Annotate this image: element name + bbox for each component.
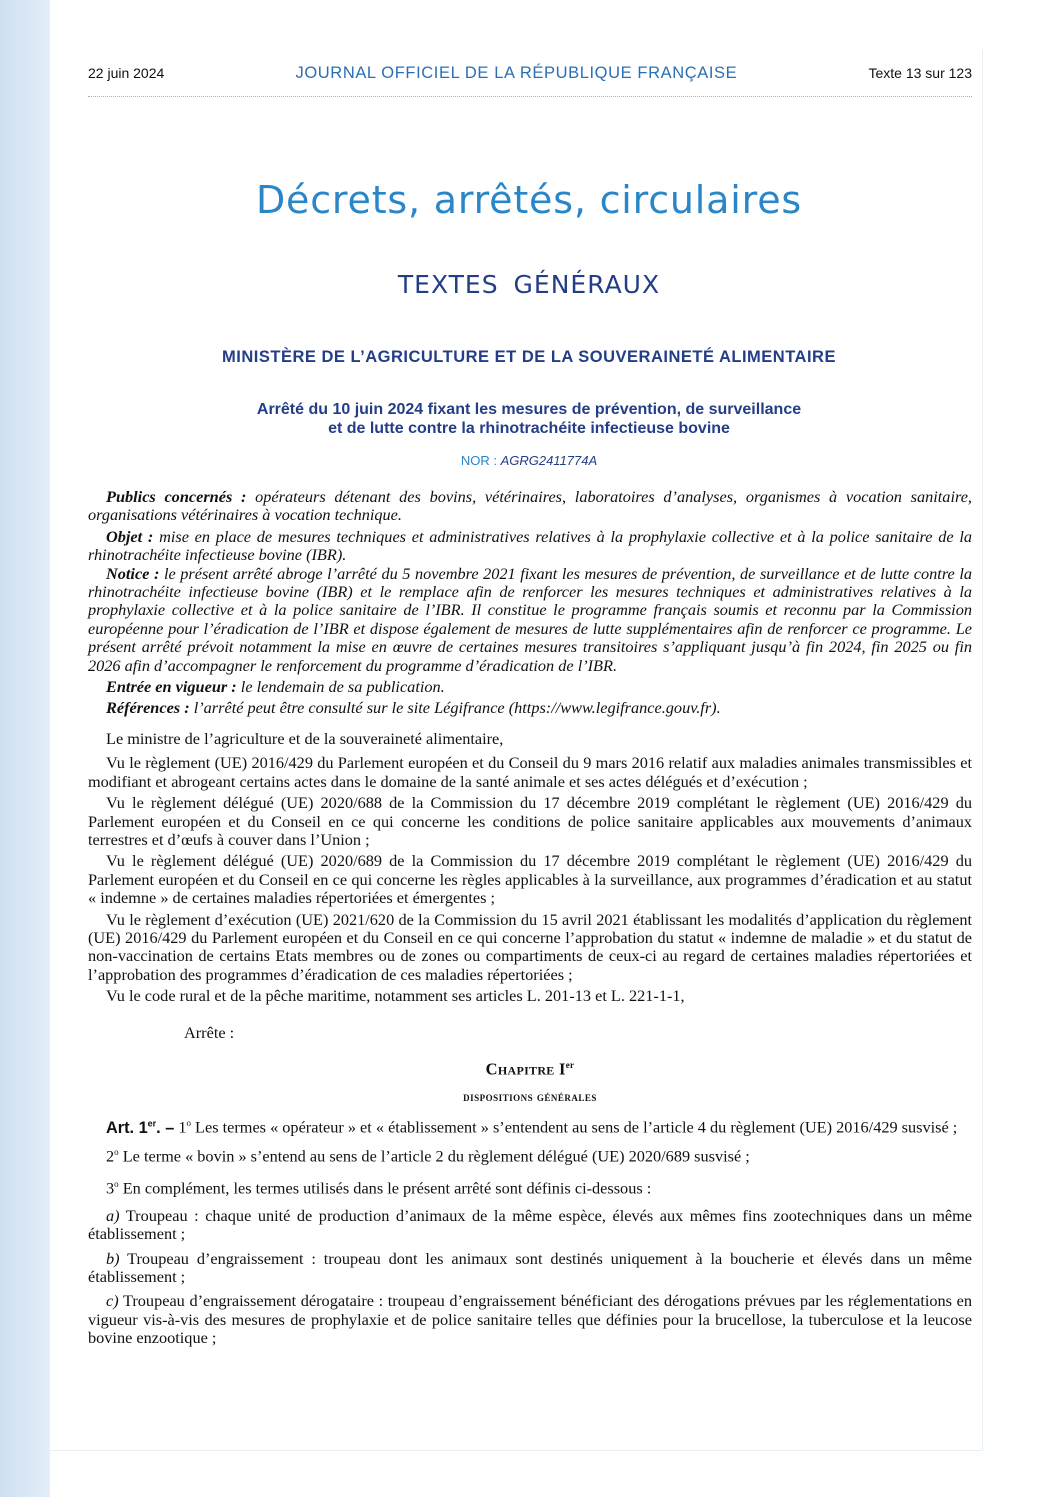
summary-text: le lendemain de sa publication. — [236, 677, 445, 697]
decree-title-line-2: et de lutte contre la rhinotrachéite infectieuse bovine — [328, 420, 730, 437]
article-1-paragraph-2: 2$^o$ Le terme « bovin » s’entend au sens de l’article 2 du règlement délégué (UE) 2020/689 susvisé ; — [106, 1146, 750, 1166]
summary-label: Entrée en vigueur : — [106, 677, 237, 697]
article-label: Art. 1er. – — [106, 1118, 175, 1137]
left-margin-band — [0, 0, 50, 1497]
preamble-visa: Vu le règlement délégué (UE) 2020/688 de la Commission du 17 décembre 2019 complétant le règlement (UE) 2016/429 du Parlement européen et du Conseil en ce qui concerne les conditions de police sanitaire applicables aux mouvements d’animaux terrestres et d’œufs à couver dans l’Union ; — [88, 793, 972, 849]
page-header — [88, 60, 972, 86]
article-1-paragraph-1: Art. 1er. – 1$^o$ Les termes « opérateur » et « établissement » s’entendent au sens de l’article 4 du règlement (UE) 2016/429 susvisé ; — [106, 1117, 958, 1137]
summary-text: mise en place de mesures techniques et administratives relatives à la prophylaxie collective et à la police sanitaire de la rhinotrachéite infectieuse bovine (IBR). — [88, 526, 972, 565]
summary-label: Références : — [106, 698, 190, 718]
section-title: TEXTES GÉNÉRAUX — [397, 270, 661, 299]
text-index: Texte 13 sur 123 — [868, 65, 972, 81]
summary-references — [88, 699, 972, 717]
summary-text: le présent arrêté abroge l’arrêté du 5 novembre 2021 fixant les mesures de prévention, de surveillance et de lutte contre la rhinotrachéite infectieuse bovine (IBR) et le remplace afin de renforcer les mesures techniques et administratives relatives à la prophylaxie collective et à la police sanitaire de l’IBR. Il constitue le programme français soumis et reconnu par la Commission européenne pour l’éradication de l’IBR et dispose également de mesures de lutte supplémentaires afin de renforcer ce programme. Le présent arrêté prévoit notamment la mise en œuvre de certaines mesures transitoires s’appliquant jusqu’à fin 2024, fin 2025 ou fin 2026 afin d’accompagner le renforcement du programme d’éradication de l’IBR. — [88, 563, 973, 675]
summary-objet — [88, 528, 972, 565]
preamble-visa: Vu le règlement d’exécution (UE) 2021/620 de la Commission du 15 avril 2021 établissant les modalités d’application du règlement (UE) 2016/429 du Parlement européen et du Conseil en ce qui concerne l’approbation du statut « indemne de maladie » et du statut de non-vaccination de certains Etats membres ou de zones ou compartiments de ceux-ci au regard de certaines maladies répertoriées et l’approbation des programmes d’éradication de ces maladies répertoriées ; — [88, 909, 972, 984]
summary-notice — [88, 565, 972, 675]
preamble-visa: Vu le règlement délégué (UE) 2020/689 de la Commission du 17 décembre 2019 complétant le règlement (UE) 2016/429 du Parlement européen et du Conseil en ce qui concerne les règles applicables à la surveillance, aux programmes d’éradication et au statut « indemne » de certaines maladies répertoriées et émergentes ; — [88, 851, 972, 908]
definition-item: c) Troupeau d’engraissement dérogataire : troupeau d’engraissement bénéficiant des dérogations prévues par les réglementations en vigueur vis-à-vis des mesures de prophylaxie et de police sanitaire telles que définies pour la brucellose, la tuberculose et la leucose bovine enzootique ; — [88, 1291, 972, 1348]
journal-name: JOURNAL OFFICIEL DE LA RÉPUBLIQUE FRANÇAISE — [295, 63, 738, 82]
definition-item: a) Troupeau : chaque unité de production d’animaux de la même espèce, élevés aux mêmes fins zootechniques dans un même établissement ; — [88, 1205, 972, 1244]
summary-text: opérateurs détenant des bovins, vétérinaires, laboratoires d’analyses, organismes à vocation sanitaire, organisations vétérinaires à vocation technique. — [88, 487, 972, 525]
preamble-visa: Vu le règlement (UE) 2016/429 du Parlement européen et du Conseil du 9 mars 2016 relatif aux maladies animales transmissibles et modifiant et abrogeant certains actes dans le domaine de la santé animale et ses actes délégués et d’exécution ; — [88, 753, 972, 791]
summary-label: Publics concernés : — [106, 487, 247, 506]
summary-label: Notice : — [106, 563, 160, 583]
nor-label: NOR : — [460, 453, 497, 468]
header-divider — [88, 96, 972, 97]
ministry-name: MINISTÈRE DE L’AGRICULTURE ET DE LA SOUVERAINETÉ ALIMENTAIRE — [222, 348, 836, 366]
nor-reference — [50, 453, 1008, 468]
decree-title-line-1: Arrêté du 10 juin 2024 fixant les mesures de prévention, de surveillance — [256, 401, 802, 418]
summary-block — [88, 488, 972, 718]
main-title: Décrets, arrêtés, circulaires — [256, 178, 802, 222]
summary-entree-en-vigueur — [88, 678, 972, 696]
document-body — [88, 488, 972, 1348]
chapter-title-sup: er — [565, 1059, 575, 1070]
article-1-paragraph-3: 3$^o$ En complément, les termes utilisés dans le présent arrêté sont définis ci-dessous : — [106, 1178, 652, 1198]
arrete-formula: Arrête : — [184, 1022, 235, 1042]
nor-value: AGRG2411774A — [500, 453, 598, 468]
chapter-title — [88, 1056, 972, 1079]
preamble-visa: Vu le code rural et de la pêche maritime, notamment ses articles L. 201-13 et L. 221-1-1, — [106, 986, 685, 1006]
preamble-minister: Le ministre de l’agriculture et de la souveraineté alimentaire, — [106, 728, 504, 748]
summary-publics — [88, 488, 972, 525]
publication-date: 22 juin 2024 — [88, 65, 165, 81]
summary-label: Objet : — [106, 526, 154, 546]
chapter-subtitle: dispositions générales — [463, 1088, 597, 1104]
definition-item: b) Troupeau d’engraissement : troupeau dont les animaux sont destinés uniquement à la boucherie et élevés dans un même établissement ; — [88, 1248, 972, 1286]
decree-title — [50, 400, 1008, 438]
summary-text: l’arrêté peut être consulté sur le site Légifrance (https://www.legifrance.gouv.fr). — [189, 698, 721, 718]
chapter-title-text: Chapitre I — [485, 1059, 566, 1079]
